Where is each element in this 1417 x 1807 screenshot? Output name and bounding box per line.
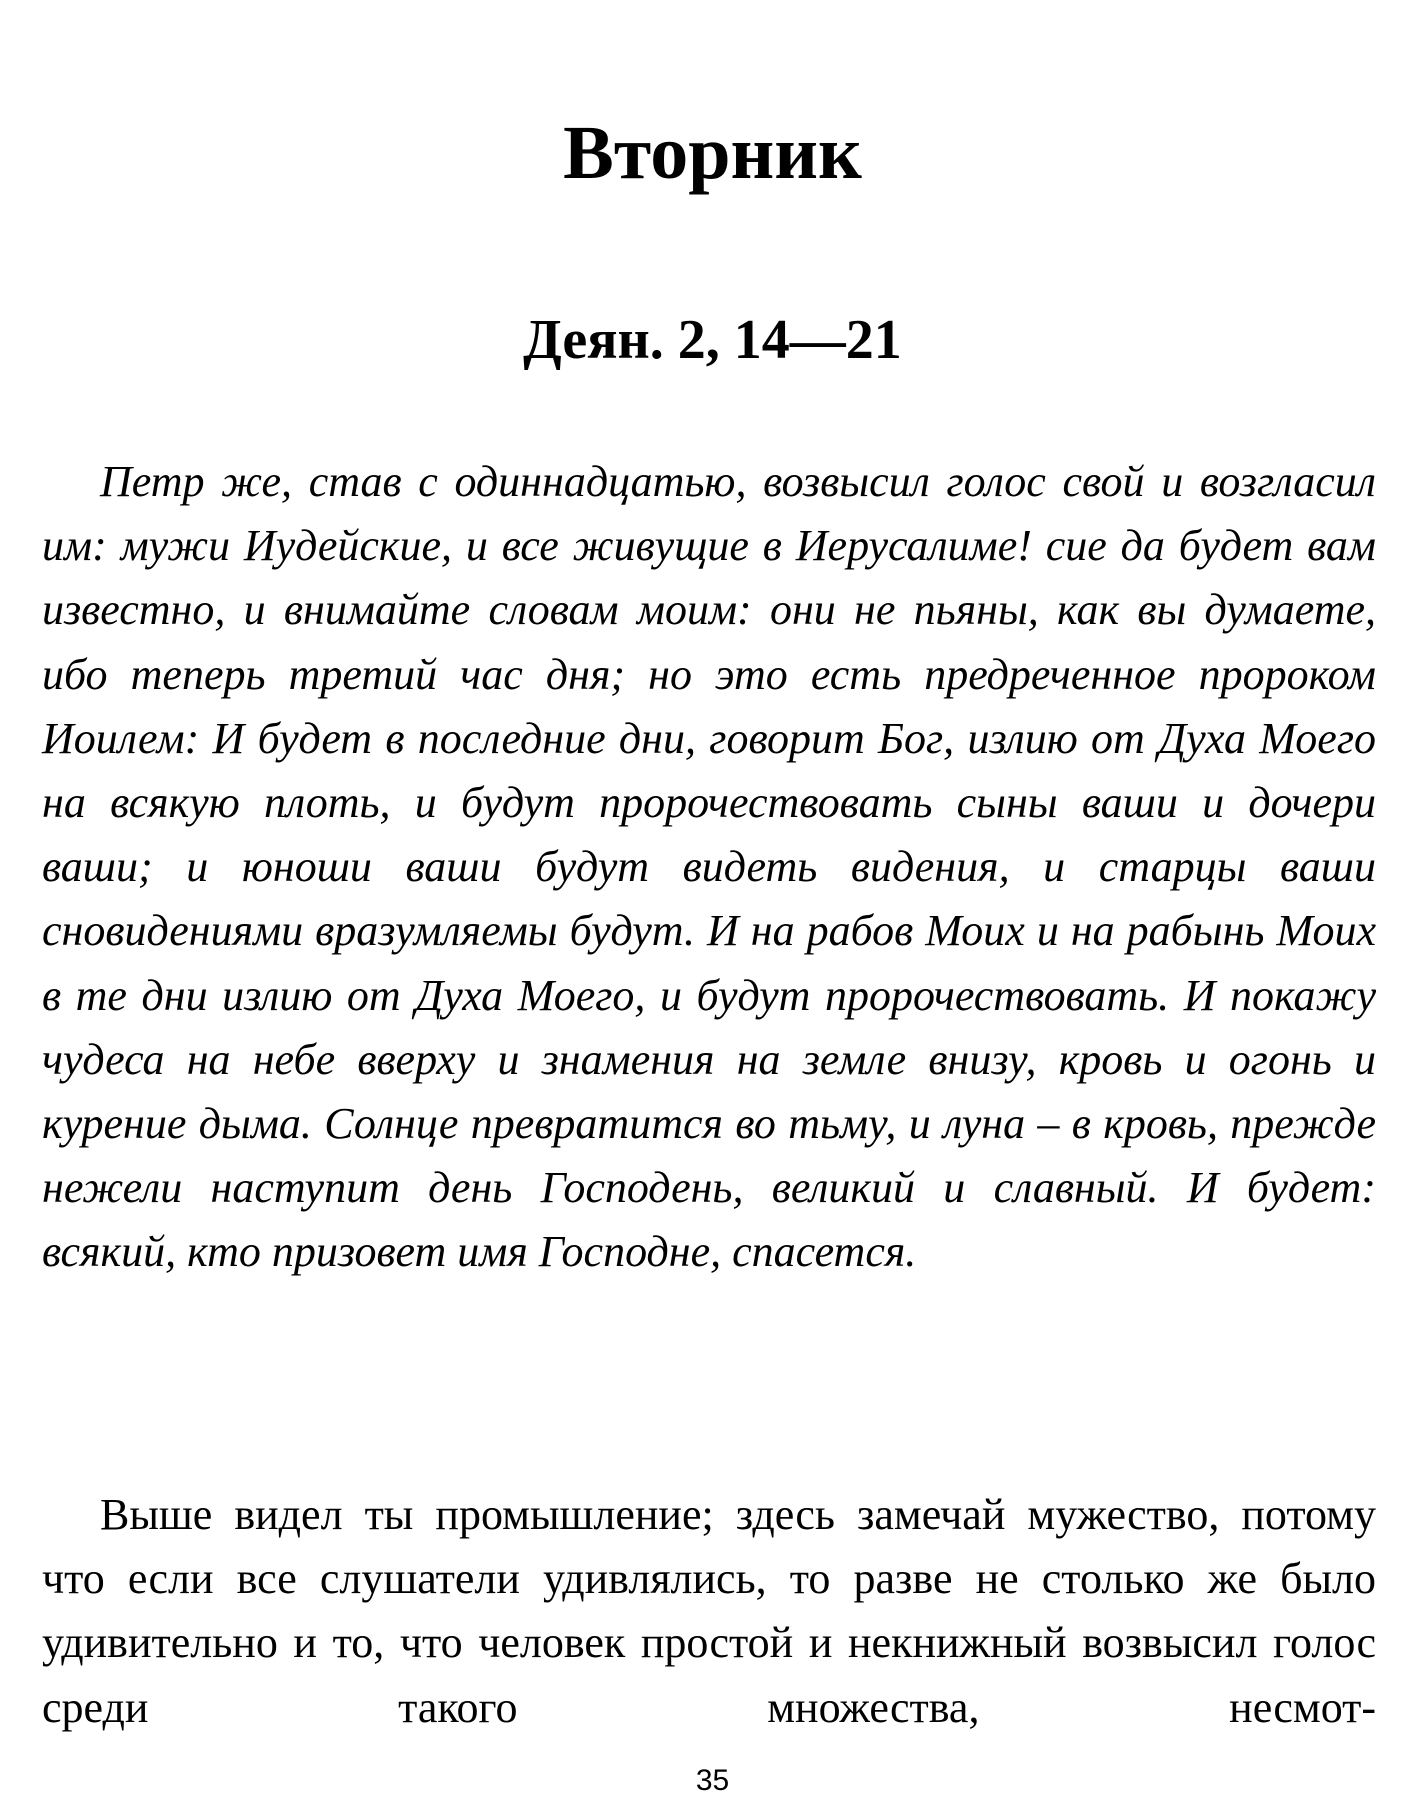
page-title: Вторник [563,111,862,195]
scripture-passage: Петр же, став с одиннадцатью, возвысил голос свой и возгласил им: мужи Иудейские, и все живущие в Иерусалиме! сие да будет вам известно, и внимайте словам моим: они не пьяны, как вы думаете, ибо теперь третий час дня; но это есть предреченное пророком Иоилем: И будет в последние дни, говорит Бог, излию от Духа Моего на всякую плоть, и будут пророчествовать сыны ваши и дочери ваши; и юноши ваши будут видеть видения, и старцы ваши сновидениями вразумляемы будут. И на рабов Моих и на рабынь Моих в те дни излию от Духа Моего, и будут пророчествовать. И покажу чудеса на небе вверху и знамения на земле внизу, кровь и огонь и курение дыма. Солнце превратится во тьму, и луна – в кровь, прежде нежели наступит день Господень, великий и славный. И будет: всякий, кто призовет имя Господне, спасется. [42,457,1376,1277]
commentary-paragraph: Выше видел ты промышление; здесь замечай мужество, потому что если все слушатели удивлялись, то разве не столько же было удивительно и то, что человек простой и некнижный возвысил голос среди такого множества, несмот- [42,1490,1376,1732]
scripture-reference: Деян. 2, 14—21 [523,309,902,371]
page-number: 35 [695,1764,730,1797]
